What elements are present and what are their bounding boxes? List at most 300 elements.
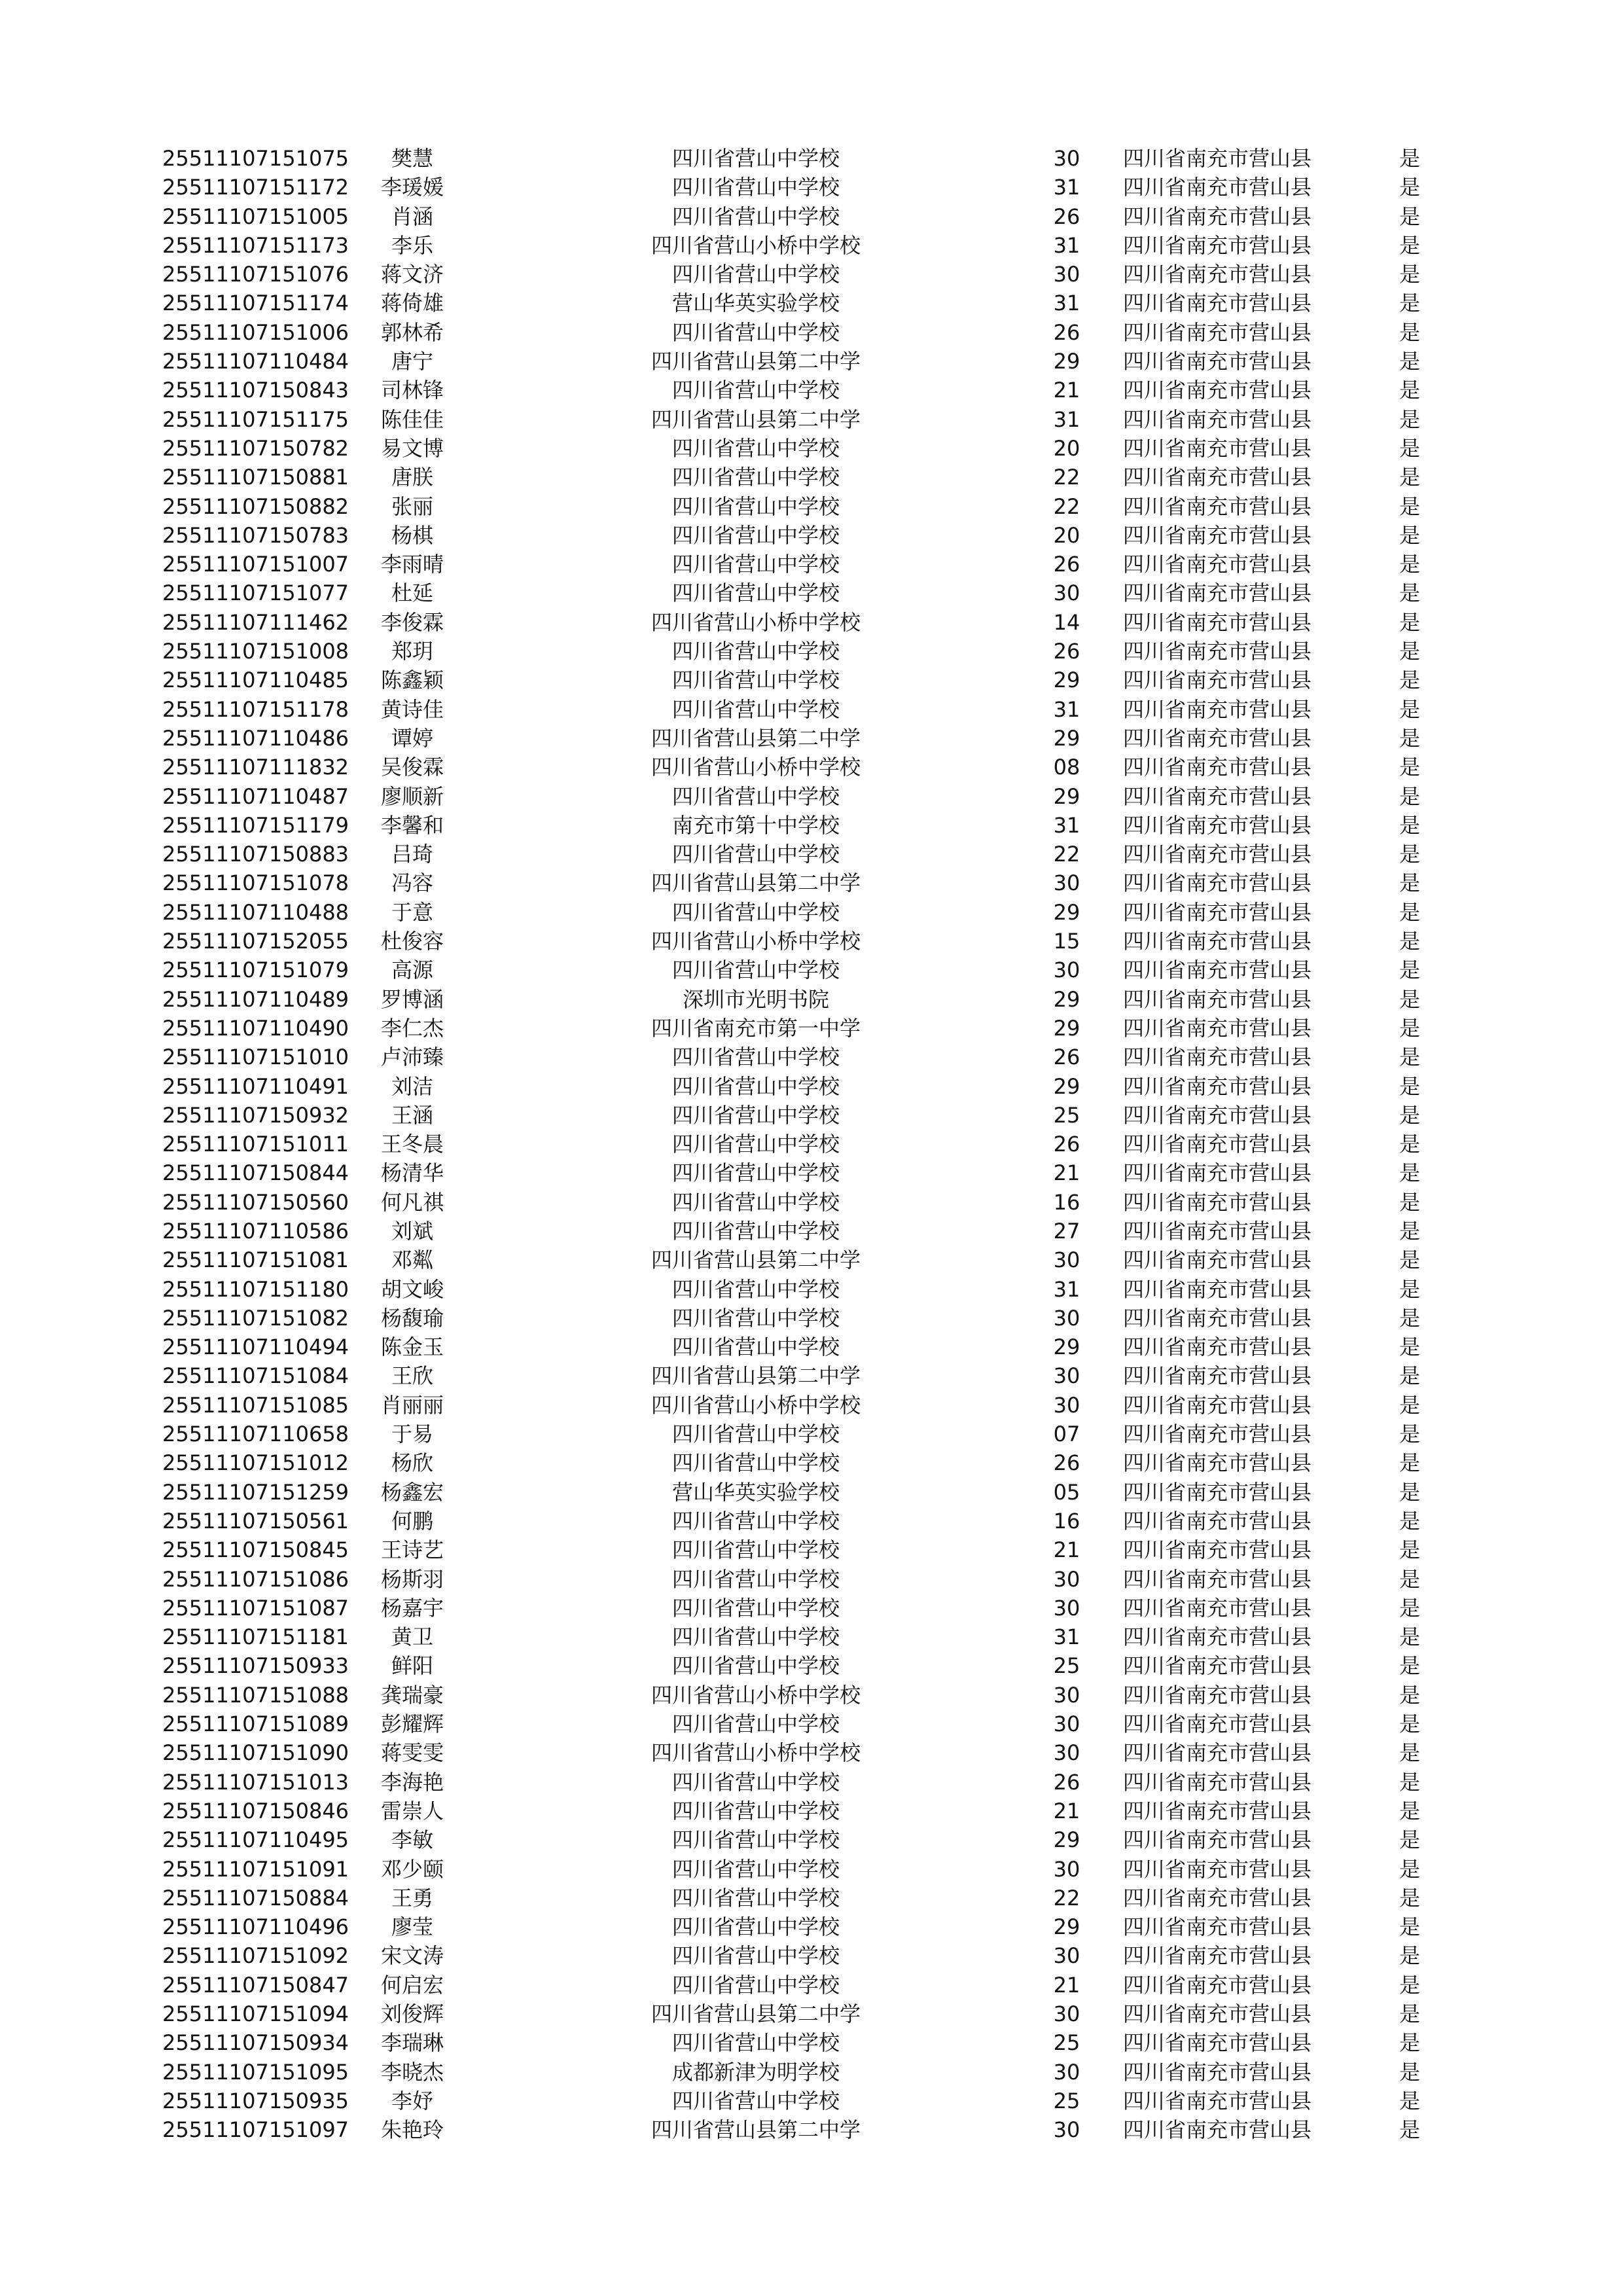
student-id-cell: 25511107110495 (162, 1827, 349, 1853)
school-name-cell: 四川省营山中学校 (671, 204, 840, 229)
student-name-cell: 廖顺新 (380, 783, 444, 809)
number-cell: 30 (1053, 2001, 1080, 2026)
table-row (0, 2058, 1623, 2087)
flag-cell: 是 (1399, 812, 1421, 838)
student-name-cell: 陈佳佳 (380, 406, 444, 432)
data-table (0, 144, 1623, 2144)
student-id-cell: 25511107150844 (162, 1160, 349, 1186)
table-row (0, 1768, 1623, 1797)
table-row (0, 985, 1623, 1014)
number-cell: 21 (1053, 1798, 1080, 1823)
student-id-cell: 25511107151091 (162, 1856, 349, 1882)
table-row (0, 1246, 1623, 1274)
student-name-cell: 李妤 (391, 2088, 433, 2113)
flag-cell: 是 (1399, 1479, 1421, 1505)
student-name-cell: 肖涵 (391, 204, 433, 229)
flag-cell: 是 (1399, 1392, 1421, 1418)
flag-cell: 是 (1399, 232, 1421, 258)
student-id-cell: 25511107110586 (162, 1218, 349, 1244)
table-row (0, 231, 1623, 260)
region-cell: 四川省南充市营山县 (1123, 609, 1312, 635)
table-row (0, 1738, 1623, 1767)
region-cell: 四川省南充市营山县 (1123, 1479, 1312, 1505)
flag-cell: 是 (1399, 146, 1421, 171)
student-id-cell: 25511107150843 (162, 378, 349, 403)
school-name-cell: 四川省营山中学校 (671, 1160, 840, 1186)
number-cell: 25 (1053, 1102, 1080, 1128)
school-name-cell: 四川省营山中学校 (671, 146, 840, 171)
flag-cell: 是 (1399, 262, 1421, 287)
student-name-cell: 黄诗佳 (380, 696, 444, 722)
flag-cell: 是 (1399, 522, 1421, 548)
region-cell: 四川省南充市营山县 (1123, 2059, 1312, 2085)
table-row (0, 869, 1623, 897)
region-cell: 四川省南充市营山县 (1123, 1740, 1312, 1766)
number-cell: 07 (1053, 1422, 1080, 1447)
table-row (0, 753, 1623, 781)
flag-cell: 是 (1399, 1595, 1421, 1621)
student-name-cell: 何鹏 (391, 1508, 433, 1534)
school-name-cell: 四川省营山小桥中学校 (651, 1740, 861, 1766)
student-name-cell: 李瑞琳 (380, 2030, 444, 2056)
student-name-cell: 王欣 (391, 1363, 433, 1389)
region-cell: 四川省南充市营山县 (1123, 783, 1312, 809)
school-name-cell: 四川省营山中学校 (671, 1335, 840, 1360)
student-name-cell: 杨清华 (380, 1160, 444, 1186)
school-name-cell: 四川省营山中学校 (671, 1856, 840, 1882)
student-id-cell: 25511107110658 (162, 1422, 349, 1447)
number-cell: 26 (1053, 1132, 1080, 1157)
student-id-cell: 25511107150933 (162, 1653, 349, 1679)
student-name-cell: 杨棋 (391, 522, 433, 548)
flag-cell: 是 (1399, 870, 1421, 896)
number-cell: 31 (1053, 406, 1080, 432)
student-name-cell: 王涵 (391, 1102, 433, 1128)
student-name-cell: 廖莹 (391, 1914, 433, 1940)
number-cell: 31 (1053, 232, 1080, 258)
region-cell: 四川省南充市营山县 (1123, 1247, 1312, 1273)
region-cell: 四川省南充市营山县 (1123, 668, 1312, 693)
flag-cell: 是 (1399, 2117, 1421, 2143)
number-cell: 29 (1053, 725, 1080, 751)
student-id-cell: 25511107151078 (162, 870, 349, 896)
student-name-cell: 唐朕 (391, 465, 433, 490)
school-name-cell: 四川省营山中学校 (671, 899, 840, 925)
flag-cell: 是 (1399, 1885, 1421, 1910)
table-row (0, 1971, 1623, 2000)
region-cell: 四川省南充市营山县 (1123, 899, 1312, 925)
student-name-cell: 李敏 (391, 1827, 433, 1853)
table-row (0, 1623, 1623, 1651)
school-name-cell: 四川省营山县第二中学 (651, 1247, 861, 1273)
school-name-cell: 四川省营山中学校 (671, 1972, 840, 1998)
student-name-cell: 黄卫 (391, 1624, 433, 1650)
student-id-cell: 25511107151005 (162, 204, 349, 229)
region-cell: 四川省南充市营山县 (1123, 1972, 1312, 1998)
table-row (0, 405, 1623, 434)
student-id-cell: 25511107151180 (162, 1276, 349, 1302)
student-id-cell: 25511107151179 (162, 812, 349, 838)
flag-cell: 是 (1399, 783, 1421, 809)
flag-cell: 是 (1399, 291, 1421, 316)
number-cell: 30 (1053, 1856, 1080, 1882)
flag-cell: 是 (1399, 929, 1421, 954)
number-cell: 21 (1053, 1972, 1080, 1998)
region-cell: 四川省南充市营山县 (1123, 2117, 1312, 2143)
table-row (0, 637, 1623, 666)
school-name-cell: 四川省营山县第二中学 (651, 349, 861, 374)
student-id-cell: 25511107110494 (162, 1335, 349, 1360)
table-row (0, 521, 1623, 550)
number-cell: 30 (1053, 1682, 1080, 1708)
school-name-cell: 四川省营山中学校 (671, 1885, 840, 1910)
number-cell: 29 (1053, 899, 1080, 925)
flag-cell: 是 (1399, 1073, 1421, 1099)
student-id-cell: 25511107151092 (162, 1943, 349, 1969)
region-cell: 四川省南充市营山县 (1123, 1218, 1312, 1244)
table-row (0, 1478, 1623, 1507)
flag-cell: 是 (1399, 1305, 1421, 1331)
student-id-cell: 25511107151085 (162, 1392, 349, 1418)
school-name-cell: 四川省营山中学校 (671, 581, 840, 606)
student-id-cell: 25511107150561 (162, 1508, 349, 1534)
school-name-cell: 四川省营山中学校 (671, 1305, 840, 1331)
school-name-cell: 四川省营山中学校 (671, 696, 840, 722)
student-id-cell: 25511107151088 (162, 1682, 349, 1708)
number-cell: 26 (1053, 552, 1080, 577)
number-cell: 15 (1053, 929, 1080, 954)
number-cell: 22 (1053, 493, 1080, 519)
school-name-cell: 四川省营山中学校 (671, 1218, 840, 1244)
student-id-cell: 25511107110484 (162, 349, 349, 374)
flag-cell: 是 (1399, 1740, 1421, 1766)
number-cell: 30 (1053, 958, 1080, 983)
flag-cell: 是 (1399, 1914, 1421, 1940)
student-name-cell: 冯容 (391, 870, 433, 896)
school-name-cell: 四川省营山中学校 (671, 1769, 840, 1795)
table-row (0, 1941, 1623, 1970)
student-name-cell: 于易 (391, 1422, 433, 1447)
flag-cell: 是 (1399, 1856, 1421, 1882)
student-id-cell: 25511107151175 (162, 406, 349, 432)
flag-cell: 是 (1399, 1943, 1421, 1969)
student-id-cell: 25511107151011 (162, 1132, 349, 1157)
flag-cell: 是 (1399, 1422, 1421, 1447)
student-id-cell: 25511107151077 (162, 581, 349, 606)
number-cell: 30 (1053, 2059, 1080, 2085)
flag-cell: 是 (1399, 2030, 1421, 2056)
student-name-cell: 李晓杰 (380, 2059, 444, 2085)
flag-cell: 是 (1399, 2001, 1421, 2026)
number-cell: 30 (1053, 1595, 1080, 1621)
school-name-cell: 四川省营山中学校 (671, 668, 840, 693)
flag-cell: 是 (1399, 1712, 1421, 1737)
student-name-cell: 郑玥 (391, 639, 433, 664)
number-cell: 20 (1053, 522, 1080, 548)
flag-cell: 是 (1399, 406, 1421, 432)
school-name-cell: 成都新津为明学校 (671, 2059, 840, 2085)
student-id-cell: 25511107110488 (162, 899, 349, 925)
student-id-cell: 25511107150883 (162, 842, 349, 867)
student-name-cell: 谭婷 (391, 725, 433, 751)
student-id-cell: 25511107151013 (162, 1769, 349, 1795)
number-cell: 29 (1053, 1015, 1080, 1041)
flag-cell: 是 (1399, 1015, 1421, 1041)
school-name-cell: 四川省营山中学校 (671, 378, 840, 403)
table-row (0, 956, 1623, 984)
school-name-cell: 四川省营山小桥中学校 (651, 929, 861, 954)
table-row (0, 898, 1623, 927)
student-id-cell: 25511107151082 (162, 1305, 349, 1331)
table-row (0, 1361, 1623, 1390)
school-name-cell: 四川省营山县第二中学 (651, 870, 861, 896)
table-row (0, 1014, 1623, 1043)
student-name-cell: 朱艳玲 (380, 2117, 444, 2143)
student-id-cell: 25511107151076 (162, 262, 349, 287)
student-name-cell: 刘俊辉 (380, 2001, 444, 2026)
school-name-cell: 四川省营山中学校 (671, 175, 840, 200)
number-cell: 21 (1053, 1160, 1080, 1186)
student-id-cell: 25511107151172 (162, 175, 349, 200)
flag-cell: 是 (1399, 1972, 1421, 1998)
student-name-cell: 卢沛臻 (380, 1045, 444, 1070)
region-cell: 四川省南充市营山县 (1123, 1856, 1312, 1882)
student-id-cell: 25511107150845 (162, 1537, 349, 1563)
number-cell: 22 (1053, 1885, 1080, 1910)
region-cell: 四川省南充市营山县 (1123, 493, 1312, 519)
table-row (0, 144, 1623, 173)
school-name-cell: 四川省营山中学校 (671, 1102, 840, 1128)
number-cell: 16 (1053, 1508, 1080, 1534)
student-name-cell: 唐宁 (391, 349, 433, 374)
flag-cell: 是 (1399, 1769, 1421, 1795)
student-name-cell: 郭林希 (380, 319, 444, 345)
table-row (0, 260, 1623, 289)
student-id-cell: 25511107152055 (162, 929, 349, 954)
region-cell: 四川省南充市营山县 (1123, 1392, 1312, 1418)
school-name-cell: 四川省营山中学校 (671, 1595, 840, 1621)
number-cell: 30 (1053, 262, 1080, 287)
student-id-cell: 25511107150932 (162, 1102, 349, 1128)
student-name-cell: 杨嘉宇 (380, 1595, 444, 1621)
student-id-cell: 25511107110486 (162, 725, 349, 751)
region-cell: 四川省南充市营山县 (1123, 1943, 1312, 1969)
school-name-cell: 四川省营山县第二中学 (651, 2001, 861, 2026)
table-row (0, 1188, 1623, 1217)
student-id-cell: 25511107151075 (162, 146, 349, 171)
table-row (0, 927, 1623, 956)
student-name-cell: 王冬晨 (380, 1132, 444, 1157)
school-name-cell: 营山华英实验学校 (671, 1479, 840, 1505)
number-cell: 21 (1053, 1537, 1080, 1563)
flag-cell: 是 (1399, 1624, 1421, 1650)
school-name-cell: 四川省营山县第二中学 (651, 1363, 861, 1389)
table-row (0, 376, 1623, 404)
school-name-cell: 四川省营山中学校 (671, 1508, 840, 1534)
number-cell: 26 (1053, 1045, 1080, 1070)
table-row (0, 318, 1623, 347)
flag-cell: 是 (1399, 1653, 1421, 1679)
school-name-cell: 四川省营山中学校 (671, 1132, 840, 1157)
flag-cell: 是 (1399, 1537, 1421, 1563)
school-name-cell: 四川省营山中学校 (671, 1653, 840, 1679)
region-cell: 四川省南充市营山县 (1123, 1073, 1312, 1099)
region-cell: 四川省南充市营山县 (1123, 522, 1312, 548)
table-row (0, 463, 1623, 492)
region-cell: 四川省南充市营山县 (1123, 1363, 1312, 1389)
student-name-cell: 杨欣 (391, 1450, 433, 1476)
student-name-cell: 李雨晴 (380, 552, 444, 577)
number-cell: 29 (1053, 668, 1080, 693)
region-cell: 四川省南充市营山县 (1123, 232, 1312, 258)
student-name-cell: 李海艳 (380, 1769, 444, 1795)
flag-cell: 是 (1399, 1218, 1421, 1244)
student-name-cell: 蒋倚雄 (380, 291, 444, 316)
student-id-cell: 25511107151007 (162, 552, 349, 577)
number-cell: 31 (1053, 1276, 1080, 1302)
student-name-cell: 李俊霖 (380, 609, 444, 635)
student-name-cell: 张丽 (391, 493, 433, 519)
table-row (0, 1333, 1623, 1361)
number-cell: 30 (1053, 1247, 1080, 1273)
table-row (0, 1797, 1623, 1825)
school-name-cell: 四川省营山小桥中学校 (651, 1682, 861, 1708)
flag-cell: 是 (1399, 1508, 1421, 1534)
number-cell: 26 (1053, 1450, 1080, 1476)
region-cell: 四川省南充市营山县 (1123, 1450, 1312, 1476)
student-id-cell: 25511107150884 (162, 1885, 349, 1910)
table-row (0, 347, 1623, 376)
region-cell: 四川省南充市营山县 (1123, 1508, 1312, 1534)
region-cell: 四川省南充市营山县 (1123, 986, 1312, 1012)
region-cell: 四川省南充市营山县 (1123, 929, 1312, 954)
table-row (0, 1043, 1623, 1071)
student-name-cell: 蒋雯雯 (380, 1740, 444, 1766)
region-cell: 四川省南充市营山县 (1123, 1595, 1312, 1621)
student-id-cell: 25511107150934 (162, 2030, 349, 2056)
number-cell: 20 (1053, 435, 1080, 461)
student-name-cell: 邓粼 (391, 1247, 433, 1273)
school-name-cell: 四川省营山中学校 (671, 1045, 840, 1070)
school-name-cell: 四川省营山县第二中学 (651, 406, 861, 432)
student-name-cell: 刘斌 (391, 1218, 433, 1244)
table-row (0, 724, 1623, 753)
flag-cell: 是 (1399, 899, 1421, 925)
school-name-cell: 四川省营山县第二中学 (651, 725, 861, 751)
student-name-cell: 吴俊霖 (380, 755, 444, 780)
region-cell: 四川省南充市营山县 (1123, 465, 1312, 490)
student-id-cell: 25511107110487 (162, 783, 349, 809)
flag-cell: 是 (1399, 609, 1421, 635)
number-cell: 14 (1053, 609, 1080, 635)
school-name-cell: 四川省营山中学校 (671, 1798, 840, 1823)
flag-cell: 是 (1399, 1363, 1421, 1389)
student-id-cell: 25511107151090 (162, 1740, 349, 1766)
student-name-cell: 易文博 (380, 435, 444, 461)
student-name-cell: 杨鑫宏 (380, 1479, 444, 1505)
table-row (0, 1448, 1623, 1477)
school-name-cell: 四川省营山中学校 (671, 958, 840, 983)
number-cell: 30 (1053, 2117, 1080, 2143)
region-cell: 四川省南充市营山县 (1123, 581, 1312, 606)
school-name-cell: 四川省营山中学校 (671, 1827, 840, 1853)
table-row (0, 1594, 1623, 1623)
school-name-cell: 营山华英实验学校 (671, 291, 840, 316)
number-cell: 31 (1053, 291, 1080, 316)
school-name-cell: 四川省营山中学校 (671, 783, 840, 809)
region-cell: 四川省南充市营山县 (1123, 2088, 1312, 2113)
number-cell: 30 (1053, 1566, 1080, 1592)
school-name-cell: 四川省营山中学校 (671, 842, 840, 867)
school-name-cell: 四川省营山中学校 (671, 1943, 840, 1969)
student-name-cell: 龚瑞豪 (380, 1682, 444, 1708)
region-cell: 四川省南充市营山县 (1123, 842, 1312, 867)
school-name-cell: 四川省营山中学校 (671, 1914, 840, 1940)
number-cell: 16 (1053, 1189, 1080, 1215)
student-id-cell: 25511107150560 (162, 1189, 349, 1215)
table-row (0, 1101, 1623, 1130)
school-name-cell: 四川省营山中学校 (671, 522, 840, 548)
table-row (0, 695, 1623, 724)
student-id-cell: 25511107150935 (162, 2088, 349, 2113)
region-cell: 四川省南充市营山县 (1123, 175, 1312, 200)
student-id-cell: 25511107151081 (162, 1247, 349, 1273)
table-row (0, 289, 1623, 317)
number-cell: 29 (1053, 1335, 1080, 1360)
school-name-cell: 四川省营山中学校 (671, 319, 840, 345)
region-cell: 四川省南充市营山县 (1123, 319, 1312, 345)
student-id-cell: 25511107151010 (162, 1045, 349, 1070)
table-row (0, 1217, 1623, 1246)
region-cell: 四川省南充市营山县 (1123, 1305, 1312, 1331)
region-cell: 四川省南充市营山县 (1123, 435, 1312, 461)
region-cell: 四川省南充市营山县 (1123, 552, 1312, 577)
school-name-cell: 四川省营山中学校 (671, 1189, 840, 1215)
number-cell: 31 (1053, 696, 1080, 722)
number-cell: 29 (1053, 783, 1080, 809)
table-row (0, 1825, 1623, 1854)
table-row (0, 782, 1623, 811)
school-name-cell: 四川省营山中学校 (671, 2030, 840, 2056)
region-cell: 四川省南充市营山县 (1123, 1015, 1312, 1041)
student-id-cell: 25511107151008 (162, 639, 349, 664)
school-name-cell: 四川省营山中学校 (671, 1073, 840, 1099)
flag-cell: 是 (1399, 1798, 1421, 1823)
student-name-cell: 李瑗媛 (380, 175, 444, 200)
student-id-cell: 25511107150783 (162, 522, 349, 548)
region-cell: 四川省南充市营山县 (1123, 1102, 1312, 1128)
student-name-cell: 杨斯羽 (380, 1566, 444, 1592)
student-id-cell: 25511107150846 (162, 1798, 349, 1823)
number-cell: 29 (1053, 1827, 1080, 1853)
school-name-cell: 四川省营山中学校 (671, 2088, 840, 2113)
student-name-cell: 雷崇人 (380, 1798, 444, 1823)
student-name-cell: 刘洁 (391, 1073, 433, 1099)
student-id-cell: 25511107151181 (162, 1624, 349, 1650)
region-cell: 四川省南充市营山县 (1123, 1624, 1312, 1650)
student-name-cell: 王勇 (391, 1885, 433, 1910)
flag-cell: 是 (1399, 493, 1421, 519)
number-cell: 08 (1053, 755, 1080, 780)
student-id-cell: 25511107110491 (162, 1073, 349, 1099)
table-row (0, 579, 1623, 607)
flag-cell: 是 (1399, 1247, 1421, 1273)
region-cell: 四川省南充市营山县 (1123, 958, 1312, 983)
student-name-cell: 王诗艺 (380, 1537, 444, 1563)
student-id-cell: 25511107150782 (162, 435, 349, 461)
student-name-cell: 何凡祺 (380, 1189, 444, 1215)
number-cell: 25 (1053, 2088, 1080, 2113)
